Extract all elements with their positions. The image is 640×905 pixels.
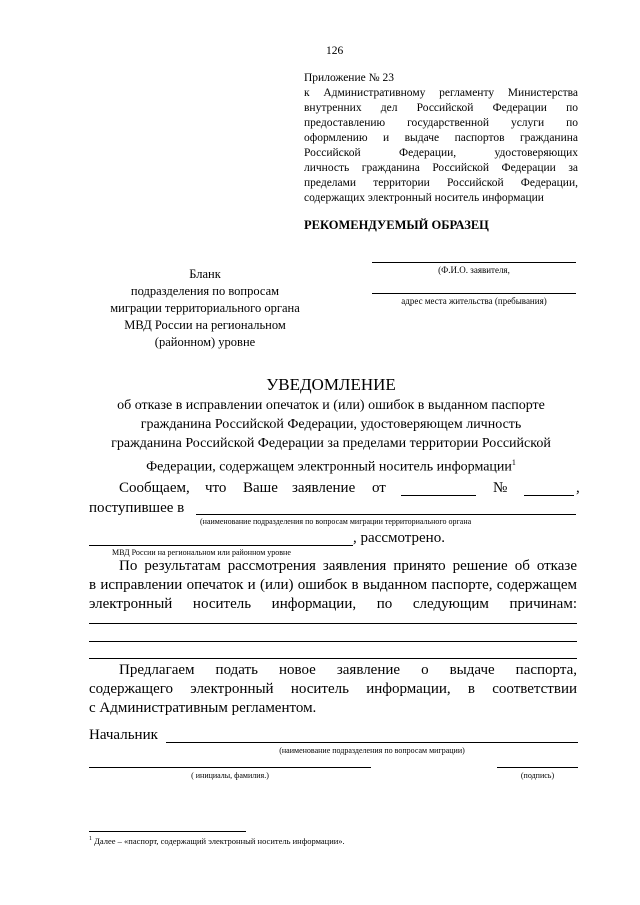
- blank-line: подразделения по вопросам: [130, 284, 280, 298]
- notice-subtitle-line: об отказе в исправлении опечаток и (или) ошибок в выданном паспорте: [117, 398, 545, 413]
- annex-text: [304, 86, 578, 206]
- blank-line: МВД России на региональном: [124, 318, 286, 332]
- blank-block: [80, 266, 330, 351]
- reason-line-2[interactable]: [89, 641, 577, 642]
- word: Ваше: [243, 480, 278, 496]
- annex-line: к Административному регламенту Министерства: [304, 87, 578, 99]
- offer-line: Предлагаем подать новое заявление о выдаче паспорта,: [119, 662, 577, 678]
- application-date-field[interactable]: [401, 495, 476, 496]
- sample-label: РЕКОМЕНДУЕМЫЙ ОБРАЗЕЦ: [304, 218, 489, 232]
- annex-line: внутренних дел Российской Федерации по: [304, 102, 578, 114]
- annex-line: Российской Федерации, удостоверяющих: [304, 147, 578, 159]
- applicant-address-line: [372, 293, 576, 294]
- blank-line: (районном) уровне: [154, 335, 256, 349]
- mvd-caption: МВД России на региональном или районном уровне: [112, 548, 291, 557]
- annex-line: содержащих электронный носитель информации: [304, 192, 544, 204]
- result-line: электронный носитель информации, по следующим причинам:: [89, 596, 577, 612]
- blank-line: миграции территориального органа: [110, 301, 300, 315]
- offer-paragraph: [89, 661, 577, 718]
- notice-subtitle-line: [60, 453, 602, 477]
- footnote-mark: 1: [89, 836, 92, 843]
- blank-line: Бланк: [189, 267, 221, 281]
- footnote-text: Далее – «паспорт, содержащий электронный носитель информации».: [94, 836, 345, 846]
- word: от: [372, 480, 386, 496]
- notice-subtitle-line: гражданина Российской Федерации, удостоверяющем личность: [140, 417, 522, 432]
- initials-field[interactable]: [89, 767, 371, 768]
- applicant-fio-caption: (Ф.И.О. заявителя,: [438, 265, 510, 275]
- notice-subtitle-line: гражданина Российской Федерации за пределами территории Российской: [111, 436, 551, 451]
- chief-department-caption: (наименование подразделения по вопросам миграции): [279, 746, 465, 755]
- number-sign: №: [493, 480, 508, 496]
- annex-title: Приложение № 23: [304, 72, 394, 84]
- word: ,: [576, 480, 580, 496]
- result-paragraph: [89, 557, 577, 614]
- word: Сообщаем,: [119, 480, 190, 496]
- offer-line: с Административным регламентом.: [89, 700, 317, 716]
- applicant-address-caption: адрес места жительства (пребывания): [401, 296, 547, 306]
- applicant-fio-line: [372, 262, 576, 263]
- annex-line: оформлению и выдаче паспортов гражданина: [304, 132, 578, 144]
- received-label: поступившее в: [89, 500, 185, 516]
- notice-subtitle-text: Федерации, содержащем электронный носитель информации: [146, 459, 512, 475]
- footnote-reference: 1: [511, 458, 516, 467]
- page-number: 126: [326, 45, 344, 57]
- department-caption: (наименование подразделения по вопросам миграции территориального органа: [200, 517, 472, 526]
- footnote: [89, 836, 345, 846]
- signature-caption: (подпись): [520, 771, 555, 780]
- department-field-continued[interactable]: [89, 545, 353, 546]
- footnote-separator: [89, 831, 246, 832]
- notice-title: УВЕДОМЛЕНИЕ: [266, 375, 396, 394]
- chief-department-field[interactable]: [166, 742, 578, 743]
- offer-line: содержащего электронный носитель информации, в соответствии: [89, 681, 577, 697]
- annex-line: предоставлению государственной услуги по: [304, 117, 578, 129]
- reason-line-1[interactable]: [89, 623, 577, 624]
- reason-line-3[interactable]: [89, 658, 577, 659]
- result-line: По результатам рассмотрения заявления принято решение об отказе: [119, 558, 577, 574]
- signature-field[interactable]: [497, 767, 578, 768]
- initials-caption: ( инициалы, фамилия.): [191, 771, 269, 780]
- result-line: в исправлении опечаток и (или) ошибок в выданном паспорте, содержащем: [89, 577, 577, 593]
- department-field[interactable]: [196, 514, 576, 515]
- considered-text: , рассмотрено.: [353, 530, 445, 546]
- notice-subtitle: [60, 396, 602, 477]
- annex-line: личность гражданина Российской Федерации за: [304, 162, 578, 174]
- annex-line: пределами территории Российской Федерации,: [304, 177, 578, 189]
- word: заявление: [292, 480, 356, 496]
- word: что: [205, 480, 227, 496]
- application-number-field[interactable]: [524, 495, 574, 496]
- chief-label: Начальник: [89, 727, 158, 743]
